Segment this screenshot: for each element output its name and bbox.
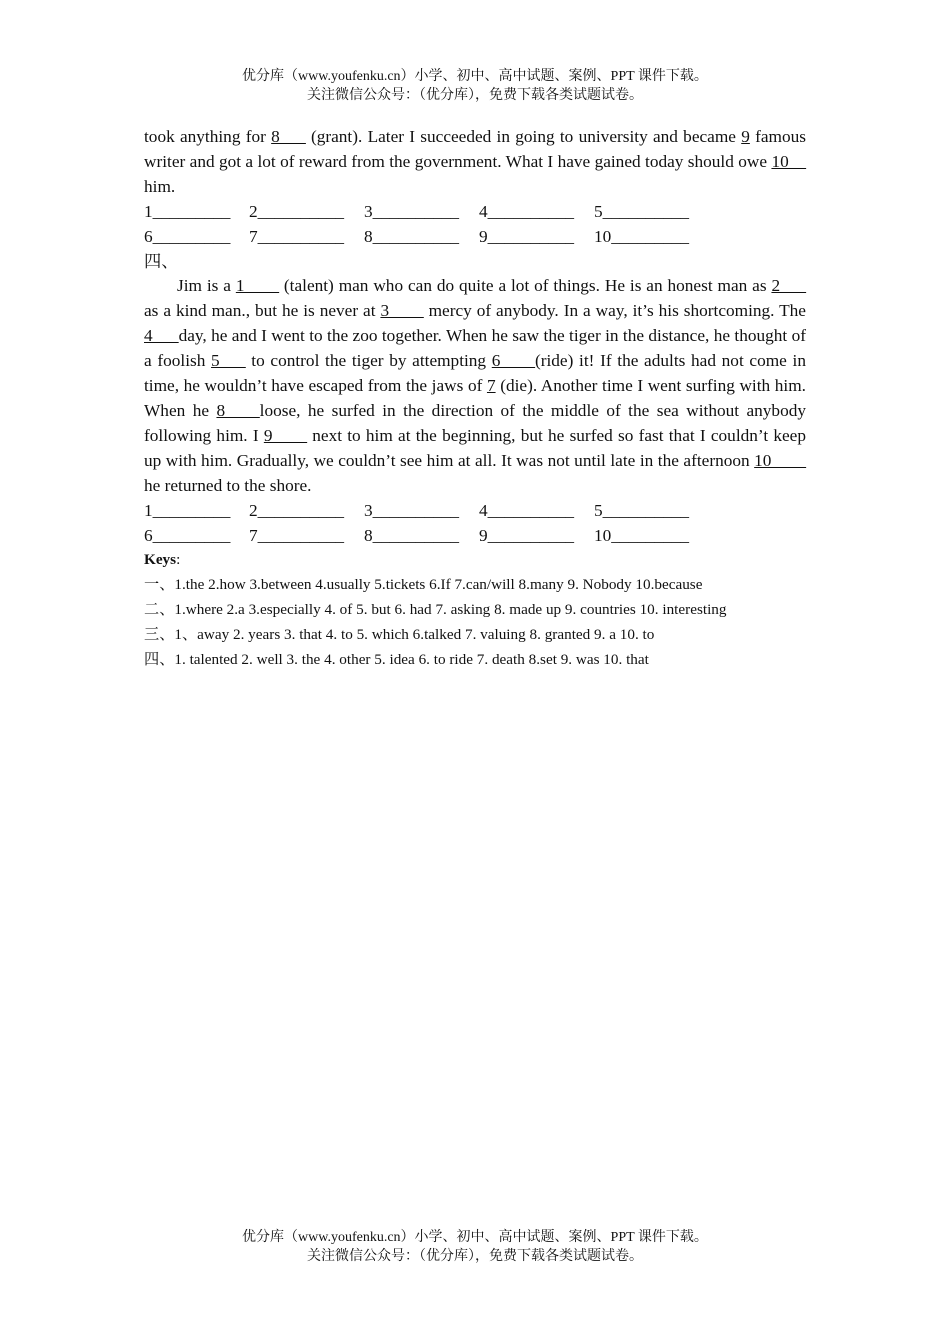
- answer-row-3: [144, 499, 806, 524]
- blank-9: 9____: [263, 425, 308, 445]
- answer-blank: 10_________: [594, 525, 690, 545]
- section4-paragraph: Jim is a 1____ (talent) man who can do quite a lot of things. He is an honest man as 2___ as a kind man., but he is never at 3____ mercy of anybody. In a way, it’s his shortcoming. The 4___day, he and I went to the zoo together. When he saw the tiger in the distance, he thought of a foolish 5___ to control the tiger by attempting 6____(ride) it! If the adults had not come in time, he wouldn’t have escaped from the jaws of 7 (die). Another time I went surfing with him. When he 8____loose, he surfed in the direction of the middle of the sea without anybody following him. I 9____ next to him at the beginning, but he surfed so fast that I couldn’t keep up with him. Gradually, we couldn’t see him at all. It was not until late in the afternoon 10____ he returned to the shore.: [144, 276, 806, 495]
- blank-8: 8____: [216, 400, 260, 420]
- answer-blank: 8__________: [364, 226, 460, 246]
- answer-blank: 6_________: [144, 226, 231, 246]
- document-body: [144, 125, 806, 673]
- footer-line-2: 关注微信公众号：（优分库），免费下载各类试题试卷。: [307, 1249, 643, 1264]
- answer-row-1: [144, 200, 806, 225]
- answer-blank: 3__________: [364, 500, 460, 520]
- header-line-1: 优分库（www.youfenku.cn）小学、初中、高中试题、案例、PPT 课件下载。: [242, 69, 708, 84]
- answer-blank: 1_________: [144, 201, 231, 221]
- answer-blank: 1_________: [144, 500, 231, 520]
- page-header: [0, 67, 950, 105]
- answer-blank: 9__________: [479, 226, 575, 246]
- keys-line-4: 四、1. talented 2. well 3. the 4. other 5. idea 6. to ride 7. death 8.set 9. was 10. that: [144, 651, 649, 669]
- blank-7: 7: [486, 376, 496, 396]
- section4-heading: 四、: [144, 251, 179, 271]
- keys-title: Keys:: [144, 551, 181, 569]
- keys-line-1: 一、1.the 2.how 3.between 4.usually 5.tickets 6.If 7.can/will 8.many 9. Nobody 10.because: [144, 576, 703, 594]
- answer-row-4: [144, 524, 806, 549]
- footer-line-1: 优分库（www.youfenku.cn）小学、初中、高中试题、案例、PPT 课件下载。: [242, 1230, 708, 1245]
- keys-line-3: 三、1、away 2. years 3. that 4. to 5. which 6.talked 7. valuing 8. granted 9. a 10. to: [144, 626, 655, 644]
- answer-blank: 4__________: [479, 201, 575, 221]
- blank-5: 5___: [211, 351, 246, 371]
- answer-blank: 6_________: [144, 525, 231, 545]
- answer-blank: 7__________: [249, 525, 345, 545]
- blank-1: 1____: [235, 276, 280, 296]
- answer-blank: 5__________: [594, 500, 690, 520]
- blank-2: 2___: [771, 276, 806, 296]
- blank-9: 9: [741, 127, 750, 146]
- answer-blank: 4__________: [479, 500, 575, 520]
- blank-6: 6____: [491, 351, 535, 371]
- answer-blank: 3__________: [364, 201, 460, 221]
- section3-tail-paragraph: took anything for 8___ (grant). Later I succeeded in going to university and became 9 famous writer and got a lot of reward from the government. What I have gained today should owe 10__ him.: [144, 127, 806, 196]
- header-line-2: 关注微信公众号：（优分库），免费下载各类试题试卷。: [307, 88, 643, 103]
- answer-blank: 2__________: [249, 500, 345, 520]
- answer-blank: 5__________: [594, 201, 690, 221]
- answer-row-2: [144, 225, 806, 250]
- keys-line-2: 二、1.where 2.a 3.especially 4. of 5. but 6. had 7. asking 8. made up 9. countries 10. interesting: [144, 601, 727, 619]
- answer-blank: 8__________: [364, 525, 460, 545]
- blank-10: 10____: [754, 450, 806, 470]
- blank-4: 4___: [144, 326, 179, 346]
- answer-blank: 9__________: [479, 525, 575, 545]
- blank-3: 3____: [380, 301, 424, 321]
- blank-10: 10__: [771, 151, 806, 171]
- answer-blank: 10_________: [594, 226, 690, 246]
- answer-blank: 2__________: [249, 201, 345, 221]
- answer-keys: [144, 548, 806, 673]
- page-footer: [0, 1228, 950, 1266]
- answer-blank: 7__________: [249, 226, 345, 246]
- blank-8: 8___: [271, 127, 306, 146]
